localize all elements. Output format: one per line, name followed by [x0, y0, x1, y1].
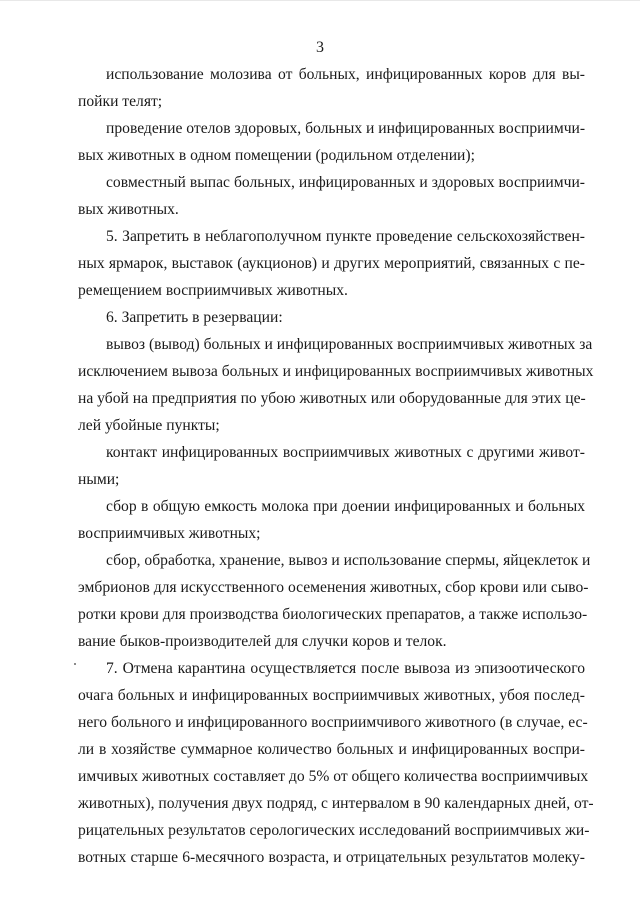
page-number: 3 [316, 39, 324, 56]
text-line: имчивых животных составляет до 5% от общего количества восприимчивых [78, 768, 589, 785]
text-line: лей убойные пункты; [78, 417, 220, 434]
paragraph [78, 169, 585, 223]
paragraph [78, 115, 585, 169]
paragraph [78, 655, 594, 871]
text-line: ных ярмарок, выставок (аукционов) и других мероприятий, связанных с пе- [78, 255, 585, 272]
text-line: вых животных. [78, 201, 179, 218]
text-line: восприимчивых животных; [78, 525, 261, 542]
paragraph [78, 493, 585, 547]
text-line: пойки телят; [78, 93, 163, 110]
text-line: вых животных в одном помещении (родильном отделении); [78, 147, 475, 164]
text-line: ротки крови для производства биологических препаратов, а также использо- [78, 606, 588, 623]
scan-edge [0, 0, 640, 1]
paragraph [78, 304, 585, 331]
text-line: ремещением восприимчивых животных. [78, 282, 348, 299]
text-line: 5. Запретить в неблагополучном пункте проведение сельскохозяйствен- [106, 228, 585, 245]
text-line: контакт инфицированных восприимчивых животных с другими живот- [106, 444, 585, 461]
text-line: проведение отелов здоровых, больных и инфицированных восприимчи- [106, 120, 586, 137]
text-line: 6. Запретить в резервации: [106, 309, 283, 326]
text-line: ными; [78, 471, 120, 488]
text-line: ли в хозяйстве суммарное количество больных и инфицированных воспри- [78, 741, 585, 758]
text-line: рицательных результатов серологических исследований восприимчивых жи- [78, 822, 590, 839]
text-line: сбор в общую емкость молока при доении инфицированных и больных [106, 498, 585, 515]
paragraph [78, 439, 585, 493]
text-line: него больного и инфицированного восприимчивого животного (в случае, ес- [78, 714, 588, 731]
text-line: совместный выпас больных, инфицированных и здоровых восприимчи- [106, 174, 585, 191]
paragraph [78, 61, 585, 115]
text-line: животных), получения двух подряд, с интервалом в 90 календарных дней, от- [78, 795, 594, 812]
scan-speck [74, 663, 76, 665]
paragraph [78, 331, 594, 439]
text-line: вотных старше 6-месячного возраста, и отрицательных результатов молеку- [78, 849, 585, 866]
text-line: вание быков-производителей для случки коров и телок. [78, 633, 447, 650]
text-line: 7. Отмена карантина осуществляется после вывоза из эпизоотического [106, 660, 585, 677]
text-line: эмбрионов для искусственного осеменения животных, сбор крови или сыво- [78, 579, 589, 596]
paragraph [78, 547, 591, 655]
paragraph [78, 223, 585, 304]
text-line: на убой на предприятия по убою животных или оборудованные для этих це- [78, 390, 586, 407]
text-line: исключением вывоза больных и инфицированных восприимчивых животных [78, 363, 594, 380]
document-body [78, 61, 594, 871]
text-line: очага больных и инфицированных восприимчивых животных, убоя послед- [78, 687, 585, 704]
text-line: сбор, обработка, хранение, вывоз и использование спермы, яйцеклеток и [106, 552, 591, 569]
text-line: использование молозива от больных, инфицированных коров для вы- [106, 66, 585, 83]
text-line: вывоз (вывод) больных и инфицированных восприимчивых животных за [106, 336, 593, 353]
